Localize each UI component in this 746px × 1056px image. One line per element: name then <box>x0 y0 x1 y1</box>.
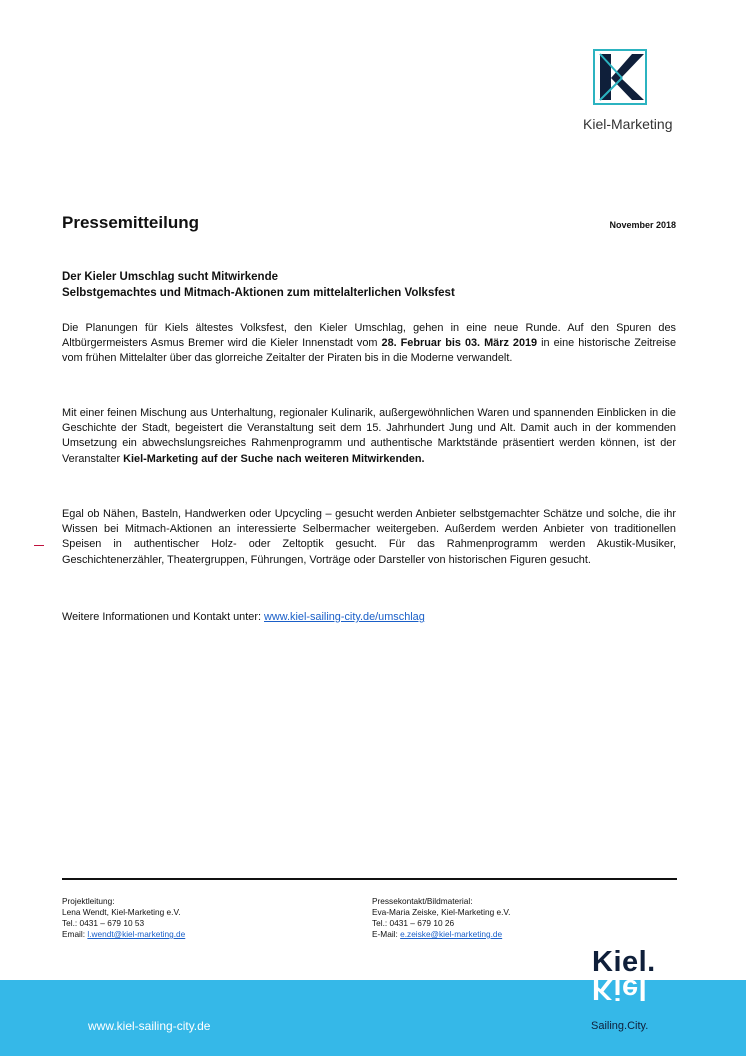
contact-phone: Tel.: 0431 – 679 10 26 <box>372 918 455 928</box>
headline-line-2: Selbstgemachtes und Mitmach-Aktionen zum mittelalterlichen Volksfest <box>62 286 455 299</box>
paragraph-1 <box>62 321 676 367</box>
contact-name: Eva-Maria Zeiske, Kiel-Marketing e.V. <box>372 907 511 917</box>
paragraph-1-text-b: in eine historische Zeitreise vom frühen Mittelalter über das glorreiche Zeitalter der Piraten bis in die Moderne verwandelt. <box>62 337 677 365</box>
paragraph-4 <box>62 610 676 625</box>
contact-heading: Pressekontakt/Bildmaterial: <box>372 896 473 906</box>
margin-mark <box>34 545 44 546</box>
info-link[interactable]: www.kiel-sailing-city.de/umschlag <box>264 611 425 623</box>
kiel-k-logo-icon <box>592 48 648 106</box>
contact-phone: Tel.: 0431 – 679 10 53 <box>62 918 145 928</box>
contact-email-row <box>62 929 185 940</box>
contact-project-lead <box>62 896 185 940</box>
footer-divider <box>62 878 677 880</box>
contact-heading: Projektleitung: <box>62 896 115 906</box>
headline <box>62 270 682 301</box>
contact-press <box>372 896 511 940</box>
contact-name: Lena Wendt, Kiel-Marketing e.V. <box>62 907 181 917</box>
kiel-sailing-city-logo <box>586 946 686 1036</box>
kiel-brand-mirror: Kiel <box>592 973 648 1005</box>
paragraph-2-text: Mit einer feinen Mischung aus Unterhaltung, regionaler Kulinarik, außergewöhnlichen Waren und spannenden Einblicken in die Geschichte der Stadt, begeistert die Veranstaltung seit dem 15. Jahrhundert Jung und Alt. Damit auch in der kommenden Umsetzung ein abwechslungsreiches Rahmenprogramm und authentische Marktstände präsentiert werden können, ist der Veranstalter <box>62 407 676 465</box>
document-type-title: Pressemitteilung <box>62 213 199 232</box>
contact-email-label: Email: <box>62 929 88 939</box>
contact-email-label: E-Mail: <box>372 929 401 939</box>
logo-text: Kiel-Marketing <box>583 116 673 132</box>
paragraph-2 <box>62 406 676 467</box>
contact-email-link[interactable]: l.wendt@kiel-marketing.de <box>87 929 186 939</box>
headline-line-1: Der Kieler Umschlag sucht Mitwirkende <box>62 271 279 283</box>
paragraph-2-bold: Kiel-Marketing auf der Suche nach weiteren Mitwirkenden. <box>123 452 425 465</box>
contact-email-row <box>372 929 511 940</box>
kiel-tagline: Sailing.City. <box>591 1020 649 1032</box>
paragraph-1-dates: 28. Februar bis 03. März 2019 <box>381 337 538 350</box>
kiel-marketing-logo <box>583 48 679 138</box>
website-url: www.kiel-sailing-city.de <box>88 1019 211 1033</box>
document-date: November 2018 <box>609 220 676 230</box>
paragraph-1-text-a: Die Planungen für Kiels ältestes Volksfest, den Kieler Umschlag, gehen in eine neue Runde. Auf den Spuren des Altbürgermeisters Asmus Bremer wird die Kieler Innenstadt vom <box>62 322 676 350</box>
contact-email-link[interactable]: e.zeiske@kiel-marketing.de <box>400 929 503 939</box>
kiel-brand-word: Kiel. <box>592 946 656 978</box>
paragraph-3: Egal ob Nähen, Basteln, Handwerken oder Upcycling – gesucht werden Anbieter selbstgemachter Schätze und solche, die ihr Wissen bei Mitmach-Aktionen an interessierte Selbermacher weitergeben. Außerdem werden Anbieter von traditionellen Speisen in authentischer Holz- oder Zeltoptik gesucht. Für das Rahmenprogramm werden Akustik-Musiker, Geschichtenerzähler, Theatergruppen, Führungen, Vorträge oder Darsteller von historischen Figuren gesucht. <box>62 508 676 566</box>
info-text: Weitere Informationen und Kontakt unter: <box>62 611 264 623</box>
